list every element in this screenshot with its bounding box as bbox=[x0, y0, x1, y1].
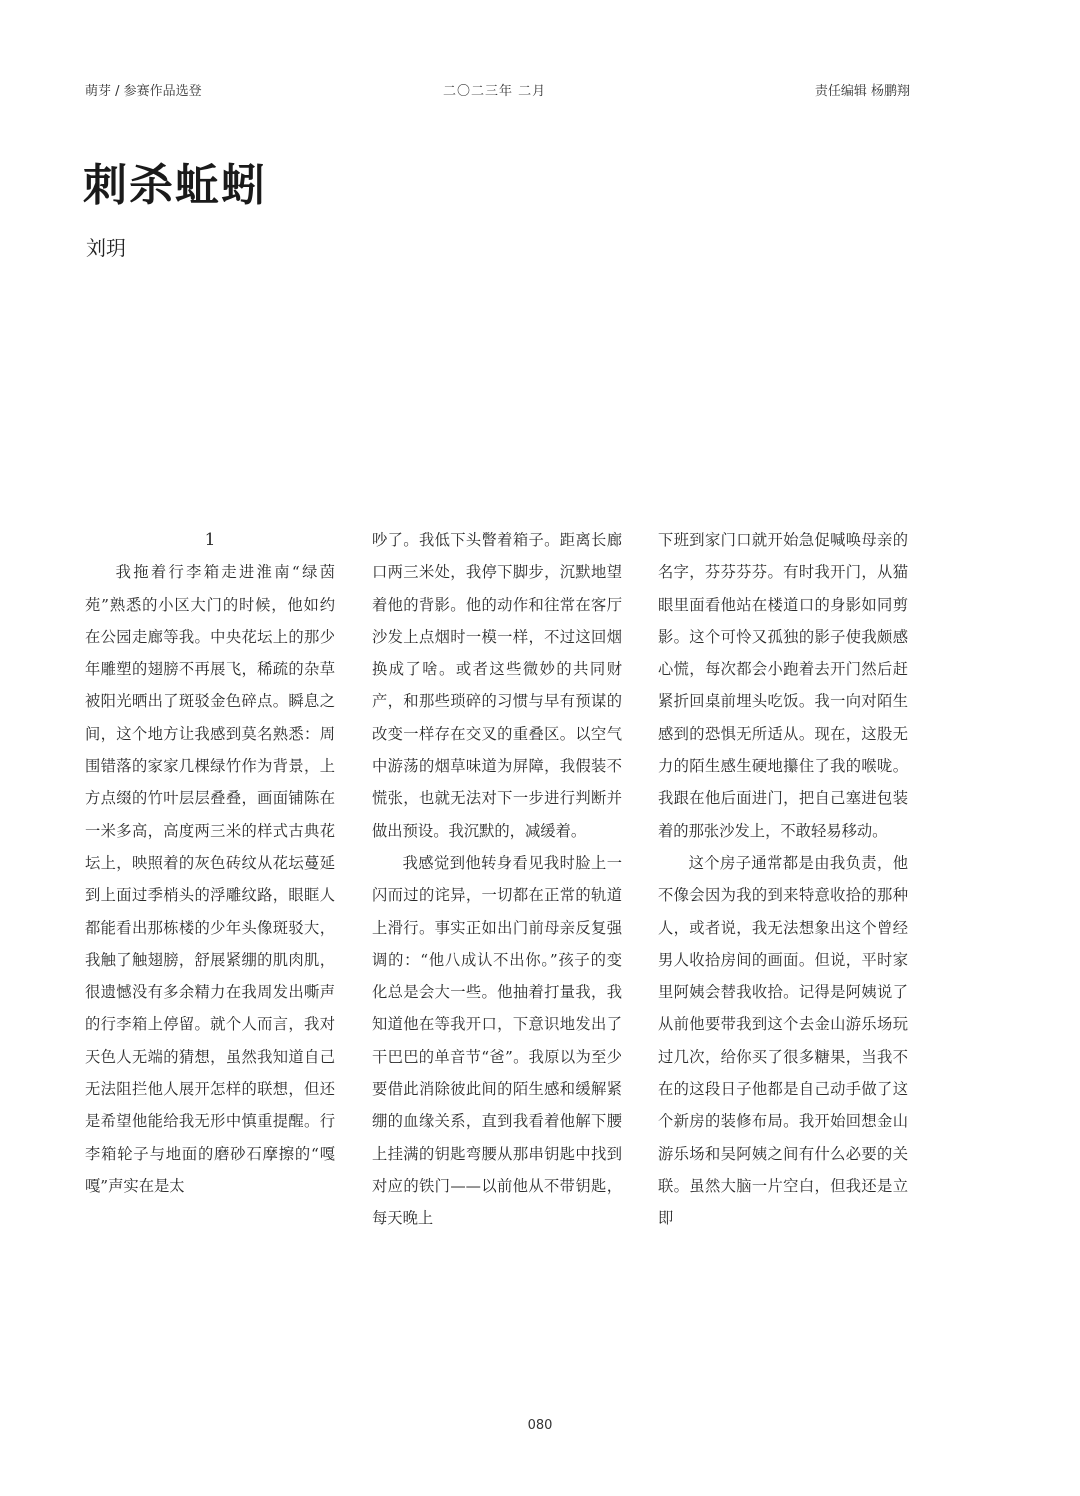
article-title: 刺杀蚯蚓 bbox=[83, 160, 267, 211]
paragraph: 我拖着行李箱走进淮南“绿茵苑”熟悉的小区大门的时候，他如约在公园走廊等我。中央花坛上的那少年雕塑的翅膀不再展飞，稀疏的杂草被阳光晒出了斑驳金色碎点。瞬息之间，这个地方让我感到莫名熟悉：周围错落的家家几棵绿竹作为背景，上方点缀的竹叶层层叠叠，画面铺陈在一米多高，高度两三米的样式古典花坛上，映照着的灰色砖纹从花坛蔓延到上面过季梢头的浮雕纹路，眼眶人都能看出那栋楼的少年头像斑驳大，我触了触翅膀，舒展紧绷的肌肉肌，很遗憾没有多余精力在我周发出嘶声的行李箱上停留。就个人而言，我对天色人无端的猜想，虽然我知道自己无法阻拦他人展开怎样的联想，但还是希望他能给我无形中慎重提醒。行李箱轮子与地面的磨砂石摩擦的“嘎嘎”声实在是太 bbox=[85, 563, 335, 1195]
text-column-3 bbox=[658, 524, 908, 1374]
paragraph: 我感觉到他转身看见我时脸上一闪而过的诧异，一切都在正常的轨道上滑行。事实正如出门前母亲反复强调的：“他八成认不出你。”孩子的变化总是会大一些。他抽着打量我，我知道他在等我开口，下意识地发出了干巴巴的单音节“爸”。我原以为至少要借此消除彼此间的陌生感和缓解紧绷的血缘关系，直到我看着他解下腰上挂满的钥匙弯腰从那串钥匙中找到对应的铁门——以前他从不带钥匙，每天晚上 bbox=[372, 853, 622, 1228]
section-number: 1 bbox=[204, 530, 216, 550]
magazine-section-label: 萌芽 / 参赛作品选登 bbox=[85, 84, 202, 99]
page-header bbox=[85, 80, 910, 102]
text-column-1 bbox=[85, 524, 335, 1374]
paragraph: 吵了。我低下头瞥着箱子。距离长廊口两三米处，我停下脚步，沉默地望着他的背影。他的动作和往常在客厅沙发上点烟时一模一样，不过这回烟换成了啥。或者这些微妙的共同财产，和那些琐碎的习惯与早有预谋的改变一样存在交叉的重叠区。以空气中游荡的烟草味道为屏障，我假装不慌张，也就无法对下一步进行判断并做出预设。我沉默的，减缓着。 bbox=[372, 531, 622, 840]
issue-date: 二〇二三年 二月 bbox=[443, 84, 547, 99]
paragraph: 这个房子通常都是由我负责，他不像会因为我的到来特意收拾的那种人，或者说，我无法想象出这个曾经男人收拾房间的画面。但说，平时家里阿姨会替我收拾。记得是阿姨说了从前他要带我到这个去金山游乐场玩过几次，给你买了很多糖果，当我不在的这段日子他都是自己动手做了这个新房的装修布局。我开始回想金山游乐场和吴阿姨之间有什么必要的关联。虽然大脑一片空白，但我还是立即 bbox=[658, 853, 908, 1228]
article-body bbox=[85, 524, 910, 1374]
paragraph: 下班到家门口就开始急促喊唤母亲的名字，芬芬芬芬。有时我开门，从猫眼里面看他站在楼道口的身影如同剪影。这个可怜又孤独的影子使我颇感心慌，每次都会小跑着去开门然后赶紧折回桌前埋头吃饭。我一向对陌生感到的恐惧无所适从。现在，这股无力的陌生感生硬地攥住了我的喉咙。我跟在他后面进门，把自己塞进包装着的那张沙发上，不敢轻易移动。 bbox=[658, 531, 908, 840]
editor-credit: 责任编辑 杨鹏翔 bbox=[814, 84, 910, 99]
text-column-2 bbox=[372, 524, 622, 1374]
article-author: 刘玥 bbox=[86, 236, 126, 260]
page-number: 080 bbox=[527, 1418, 553, 1433]
